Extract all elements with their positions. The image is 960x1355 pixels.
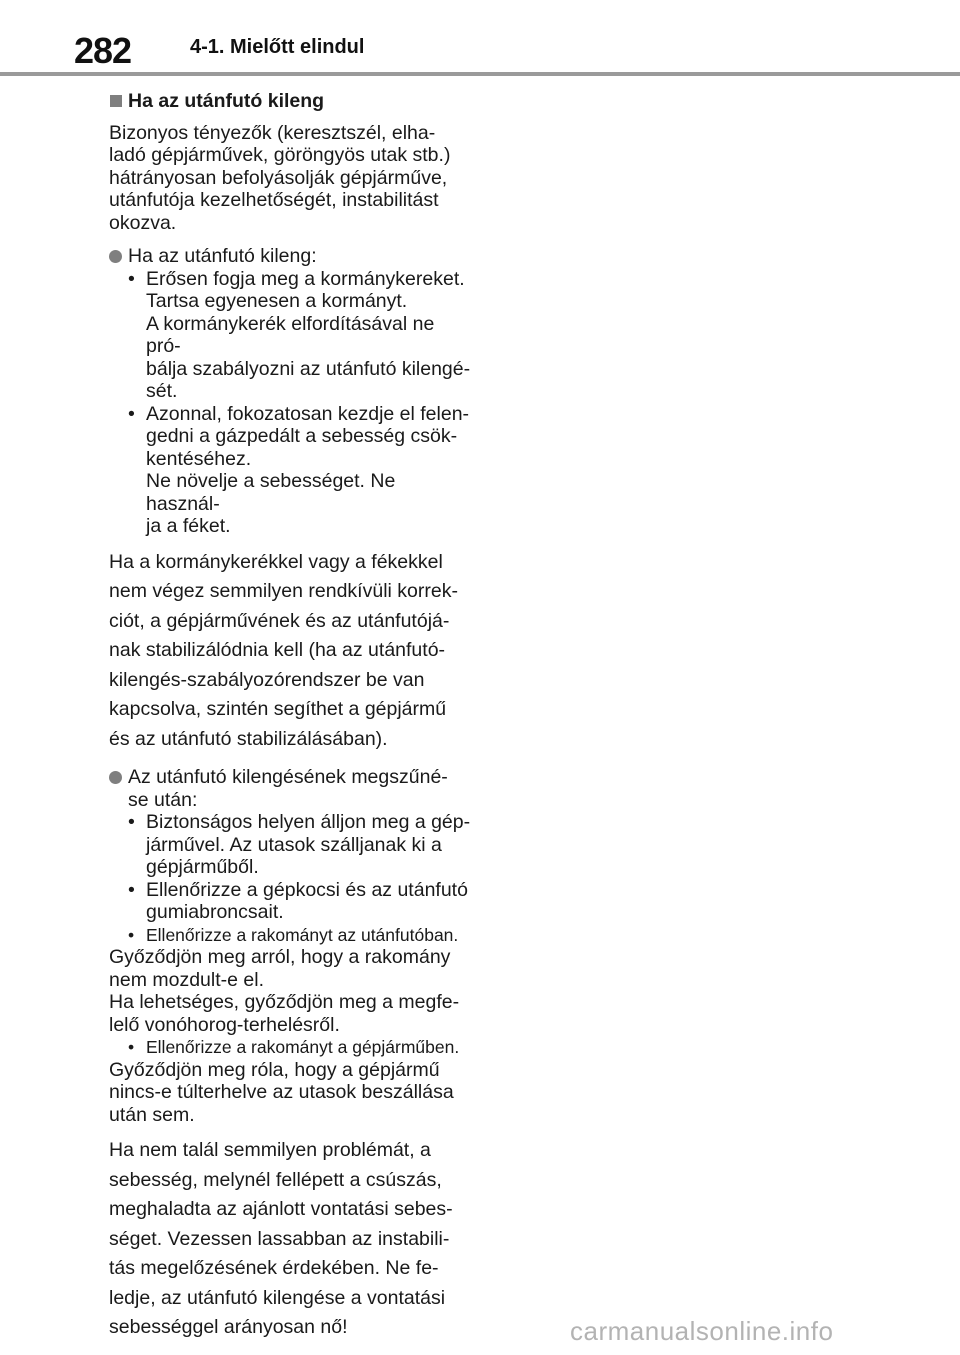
section-title: 4-1. Mielőtt elindul — [190, 36, 365, 58]
closing-paragraph: Ha nem talál semmilyen problémát, a sebesség, melynél fellépett a csúszás, meghaladta az ajánlott vontatási sebes- séget. Vezessen lassabban az instabili- tás megelőzésének érdekében. Ne fe- ledje, az utánfutó kilengése a vontatási sebességgel arányosan nő! — [109, 1139, 453, 1338]
list-item-text: Azonnal, fokozatosan kezdje el felen- gedni a gázpedált a sebesség csök- kentéséhez. Ne növelje a sebességet. Ne használ- ja a féket. — [146, 402, 470, 537]
main-content — [109, 90, 471, 1355]
list-item-text: Ellenőrizze a gépkocsi és az utánfutó gumiabroncsait. — [146, 878, 468, 923]
bullet-mark: • — [128, 924, 135, 945]
cargo-vehicle-note: Győződjön meg róla, hogy a gépjármű nincs-e túlterhelve az utasok beszállása után sem. — [109, 1058, 454, 1126]
list-item — [128, 879, 471, 924]
watermark-text: carmanualsonline.info — [570, 1316, 834, 1346]
block-lead: Az utánfutó kilengésének megszűné- se után: — [128, 766, 448, 811]
block-lead: Ha az utánfutó kileng: — [128, 245, 317, 267]
list-item — [128, 924, 471, 947]
intro-paragraph: Bizonyos tényezők (keresztszél, elha- ladó gépjárművek, göröngyös utak stb.) hátrányosan befolyásolják gépjárműve, utánfutója kezelhetőségét, instabilitást okozva. — [109, 121, 451, 234]
square-bullet-icon — [110, 95, 122, 107]
bullet-mark: • — [128, 402, 135, 425]
list-item-text: Ellenőrizze a rakományt az utánfutóban. — [146, 924, 459, 945]
circle-bullet-icon — [109, 771, 122, 784]
list-item — [128, 811, 471, 879]
subsection-heading — [109, 90, 471, 113]
cargo-trailer-note: Győződjön meg arról, hogy a rakomány nem mozdult-e el. Ha lehetséges, győződjön meg a megfe- lelő vonóhorog-terhelésről. — [109, 946, 460, 1036]
list-item — [128, 403, 471, 538]
bullet-mark: • — [128, 811, 135, 833]
list-item — [128, 268, 471, 403]
header-divider — [0, 72, 960, 76]
list-item-text: Biztonságos helyen álljon meg a gép- járművel. Az utasok szálljanak ki a gépjárműből. — [146, 811, 471, 878]
circle-bullet-line — [109, 245, 471, 268]
oscillation-steps — [109, 245, 471, 538]
list-item — [128, 1036, 471, 1059]
bullet-mark: • — [128, 1037, 135, 1057]
stabilization-paragraph: Ha a kormánykerékkel vagy a fékekkel nem végez semmilyen rendkívüli korrek- ciót, a gépjárművének és az utánfutójá- nak stabilizálódnia kell (ha az utánfutó- kilengés-szabályozórendszer be van kapcsolva, szintén segíthet a gépjármű és az utánfutó stabilizálásában). — [109, 550, 458, 750]
after-oscillation-steps — [109, 766, 471, 1126]
circle-bullet-line — [109, 766, 471, 811]
bullet-mark: • — [128, 878, 135, 901]
page-header — [0, 0, 960, 76]
bullet-mark: • — [128, 267, 135, 290]
page-number: 282 — [74, 30, 132, 71]
circle-bullet-icon — [109, 250, 122, 263]
list-item-text: Ellenőrizze a rakományt a gépjárműben. — [146, 1037, 460, 1057]
subsection-heading-text: Ha az utánfutó kileng — [128, 90, 325, 112]
list-item-text: Erősen fogja meg a kormánykereket. Tartsa egyenesen a kormányt. A kormánykerék elfordításával ne pró- bálja szabályozni az utánfutó kilengé- sét. — [146, 267, 471, 402]
